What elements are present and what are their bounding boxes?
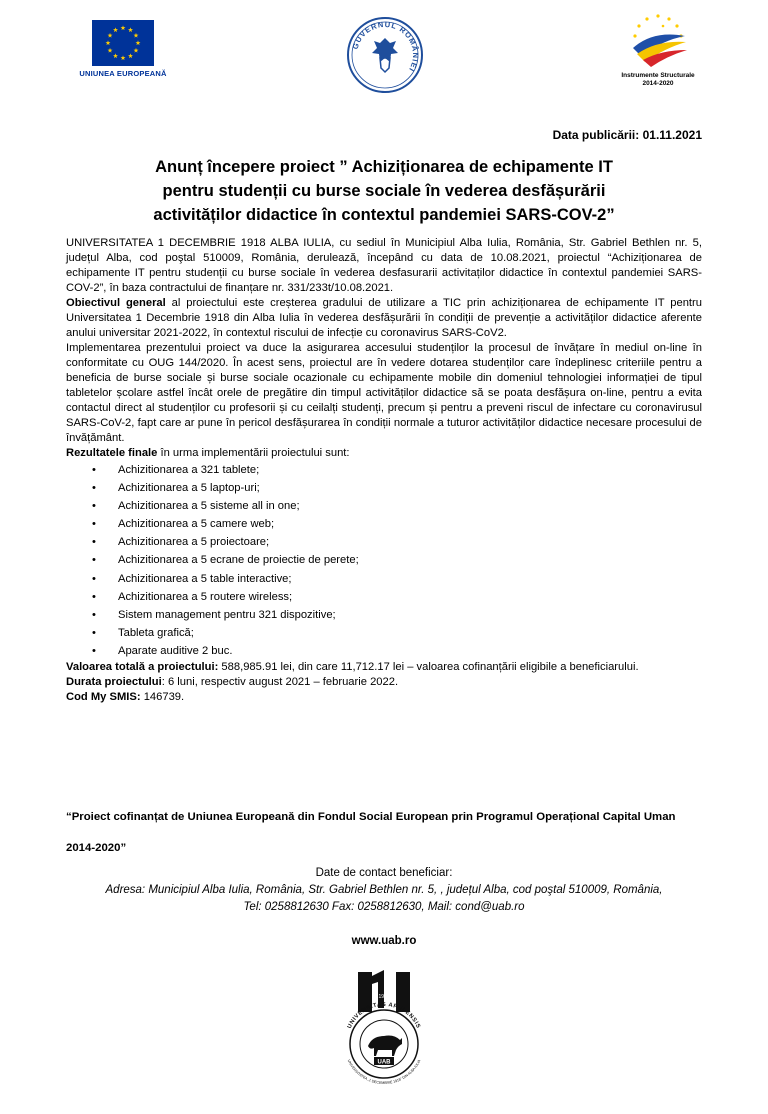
results-list xyxy=(66,461,702,660)
results-text: în urma implementării proiectului sunt: xyxy=(157,447,350,459)
smis-paragraph xyxy=(66,690,702,705)
eu-logo xyxy=(78,20,168,78)
intro-paragraph: UNIVERSITATEA 1 DECEMBRIE 1918 ALBA IULIA, cu sediul în Municipiul Alba Iulia, România, Str. Gabriel Bethlen nr. 5, județul Alba, cod poştal 510009, România, derulează, începând cu data de 10.08.2021, proiectul “Achiziționarea de echipamente IT pentru studenții cu burse sociale în vederea desfasurarii activitaților didactice în contextul pandemiei SARS-COV-2”, în baza contractului de finanțare nr. 331/233t/10.08.2021. xyxy=(66,237,702,294)
title-line-2: pentru studenții cu burse sociale în vederea desfășurării xyxy=(162,182,606,200)
smis-text: 146739. xyxy=(140,691,185,704)
instrumente-structurale-logo xyxy=(610,10,706,88)
list-item: • Achizitionarea a 321 tablete; xyxy=(66,461,702,479)
contact-heading: Date de contact beneficiar: xyxy=(315,867,453,879)
list-item: • Aparate auditive 2 buc. xyxy=(66,642,702,660)
contact-address: Adresa: Municipiul Alba Iulia, România, Str. Gabriel Bethlen nr. 5, , județul Alba, cod poştal 510009, România, xyxy=(105,884,663,896)
objective-text: al proiectului este creșterea gradului de utilizare a TIC prin achiziționarea de echipamente IT pentru Universitatea 1 Decembrie 1918 din Alba Iulia în vederea desfășurării în condiții de prevenție a activităților didactice aferente anului universitar 2021-2022, în contextul riscului de infecție cu coronavirus SARS-CoV2. xyxy=(66,297,702,339)
list-item: • Tableta grafică; xyxy=(66,624,702,642)
contact-block xyxy=(66,865,702,916)
list-item: • Achizitionarea a 5 ecrane de proiectie de perete; xyxy=(66,551,702,569)
implementation-paragraph: Implementarea prezentului proiect va duce la asigurarea accesului studenților la procesul de învățare în mediul on-line în conformitate cu OUG 144/2020. În acest sens, proiectul are în vedere dotarea studenților care îndeplinesc criteriile pentru a beneficia de burse sociale și burse sociale ocazionale cu echipamente mobile din domeniul tehnologiei informației de tipul tabletelor școlare astfel încât orele de pregătire din timpul activităților didactice să se poata desfășura on-line, pentru a evita contactul direct al studenților cu profesorii și cu ceilalți studenți, precum și pentru a preveni riscul de infectare cu coronavirusul SARS-CoV-2, fapt care ar pune în pericol desfășurarea în condiții normale a tuturor activităților didactice necesare procesului de învățământ. xyxy=(66,342,702,444)
objective-paragraph xyxy=(66,296,702,341)
svg-text:UNIVERSITAS APULENSIS xyxy=(347,1002,421,1030)
eu-caption: UNIUNEA EUROPEANĂ xyxy=(79,69,167,78)
contact-phones: Tel: 0258812630 Fax: 0258812630, Mail: cond@uab.ro xyxy=(243,901,525,913)
list-item: • Achizitionarea a 5 laptop-uri; xyxy=(66,479,702,497)
gov-seal-text: GUVERNUL ROMÂNIEI xyxy=(350,19,421,74)
list-item: • Achizitionarea a 5 proiectoare; xyxy=(66,533,702,551)
title-line-3: activităților didactice în contextul pandemiei SARS-COV-2” xyxy=(153,206,615,224)
uab-year: 1991 xyxy=(378,994,390,1000)
announcement-title xyxy=(60,155,708,227)
value-label: Valoarea totală a proiectului: xyxy=(66,661,219,674)
list-item: • Achizitionarea a 5 routere wireless; xyxy=(66,588,702,606)
structural-instruments-icon xyxy=(623,10,693,70)
publication-date: Data publicării: 01.11.2021 xyxy=(552,128,702,142)
uab-ring-text-bottom: UNIVERSITATEA „1 DECEMBRIE 1918” DIN ALBA IULIA xyxy=(346,1059,422,1086)
list-item: • Achizitionarea a 5 camere web; xyxy=(66,515,702,533)
duration-label: Durata proiectului xyxy=(66,676,162,689)
duration-paragraph xyxy=(66,675,702,690)
is-caption-line1: Instrumente Structurale xyxy=(621,72,695,79)
duration-text: : 6 luni, respectiv august 2021 – februarie 2022. xyxy=(161,676,399,689)
value-text: 588,985.91 lei, din care 11,712.17 lei – valoarea cofinanțării eligibile a beneficiarului. xyxy=(218,661,639,674)
list-item: • Sistem management pentru 321 dispozitive; xyxy=(66,606,702,624)
list-item: • Achizitionarea a 5 table interactive; xyxy=(66,570,702,588)
list-item: • Achizitionarea a 5 sisteme all in one; xyxy=(66,497,702,515)
title-line-1: Anunț începere proiect ” Achiziționarea de echipamente IT xyxy=(155,158,613,176)
objective-label: Obiectivul general xyxy=(66,297,166,309)
uab-ring-text: UNIVERSITAS APULENSIS xyxy=(346,1002,422,1030)
uab-logo-icon xyxy=(336,968,432,1088)
cofinancing-tagline: “Proiect cofinanțat de Uniunea Europeană din Fondul Social European prin Programul Operațional Capital Uman 2014-2020” xyxy=(66,811,676,854)
smis-label: Cod My SMIS: xyxy=(66,691,141,704)
announcement-body xyxy=(66,236,702,705)
website-link[interactable]: www.uab.ro xyxy=(351,935,417,947)
results-heading xyxy=(66,446,702,461)
uab-monogram: UAB xyxy=(377,1059,391,1066)
results-label: Rezultatele finale xyxy=(66,447,158,459)
eu-flag-icon xyxy=(92,20,154,66)
is-caption-line2: 2014-2020 xyxy=(642,79,674,87)
value-paragraph xyxy=(66,660,702,675)
government-seal-icon xyxy=(346,16,424,94)
